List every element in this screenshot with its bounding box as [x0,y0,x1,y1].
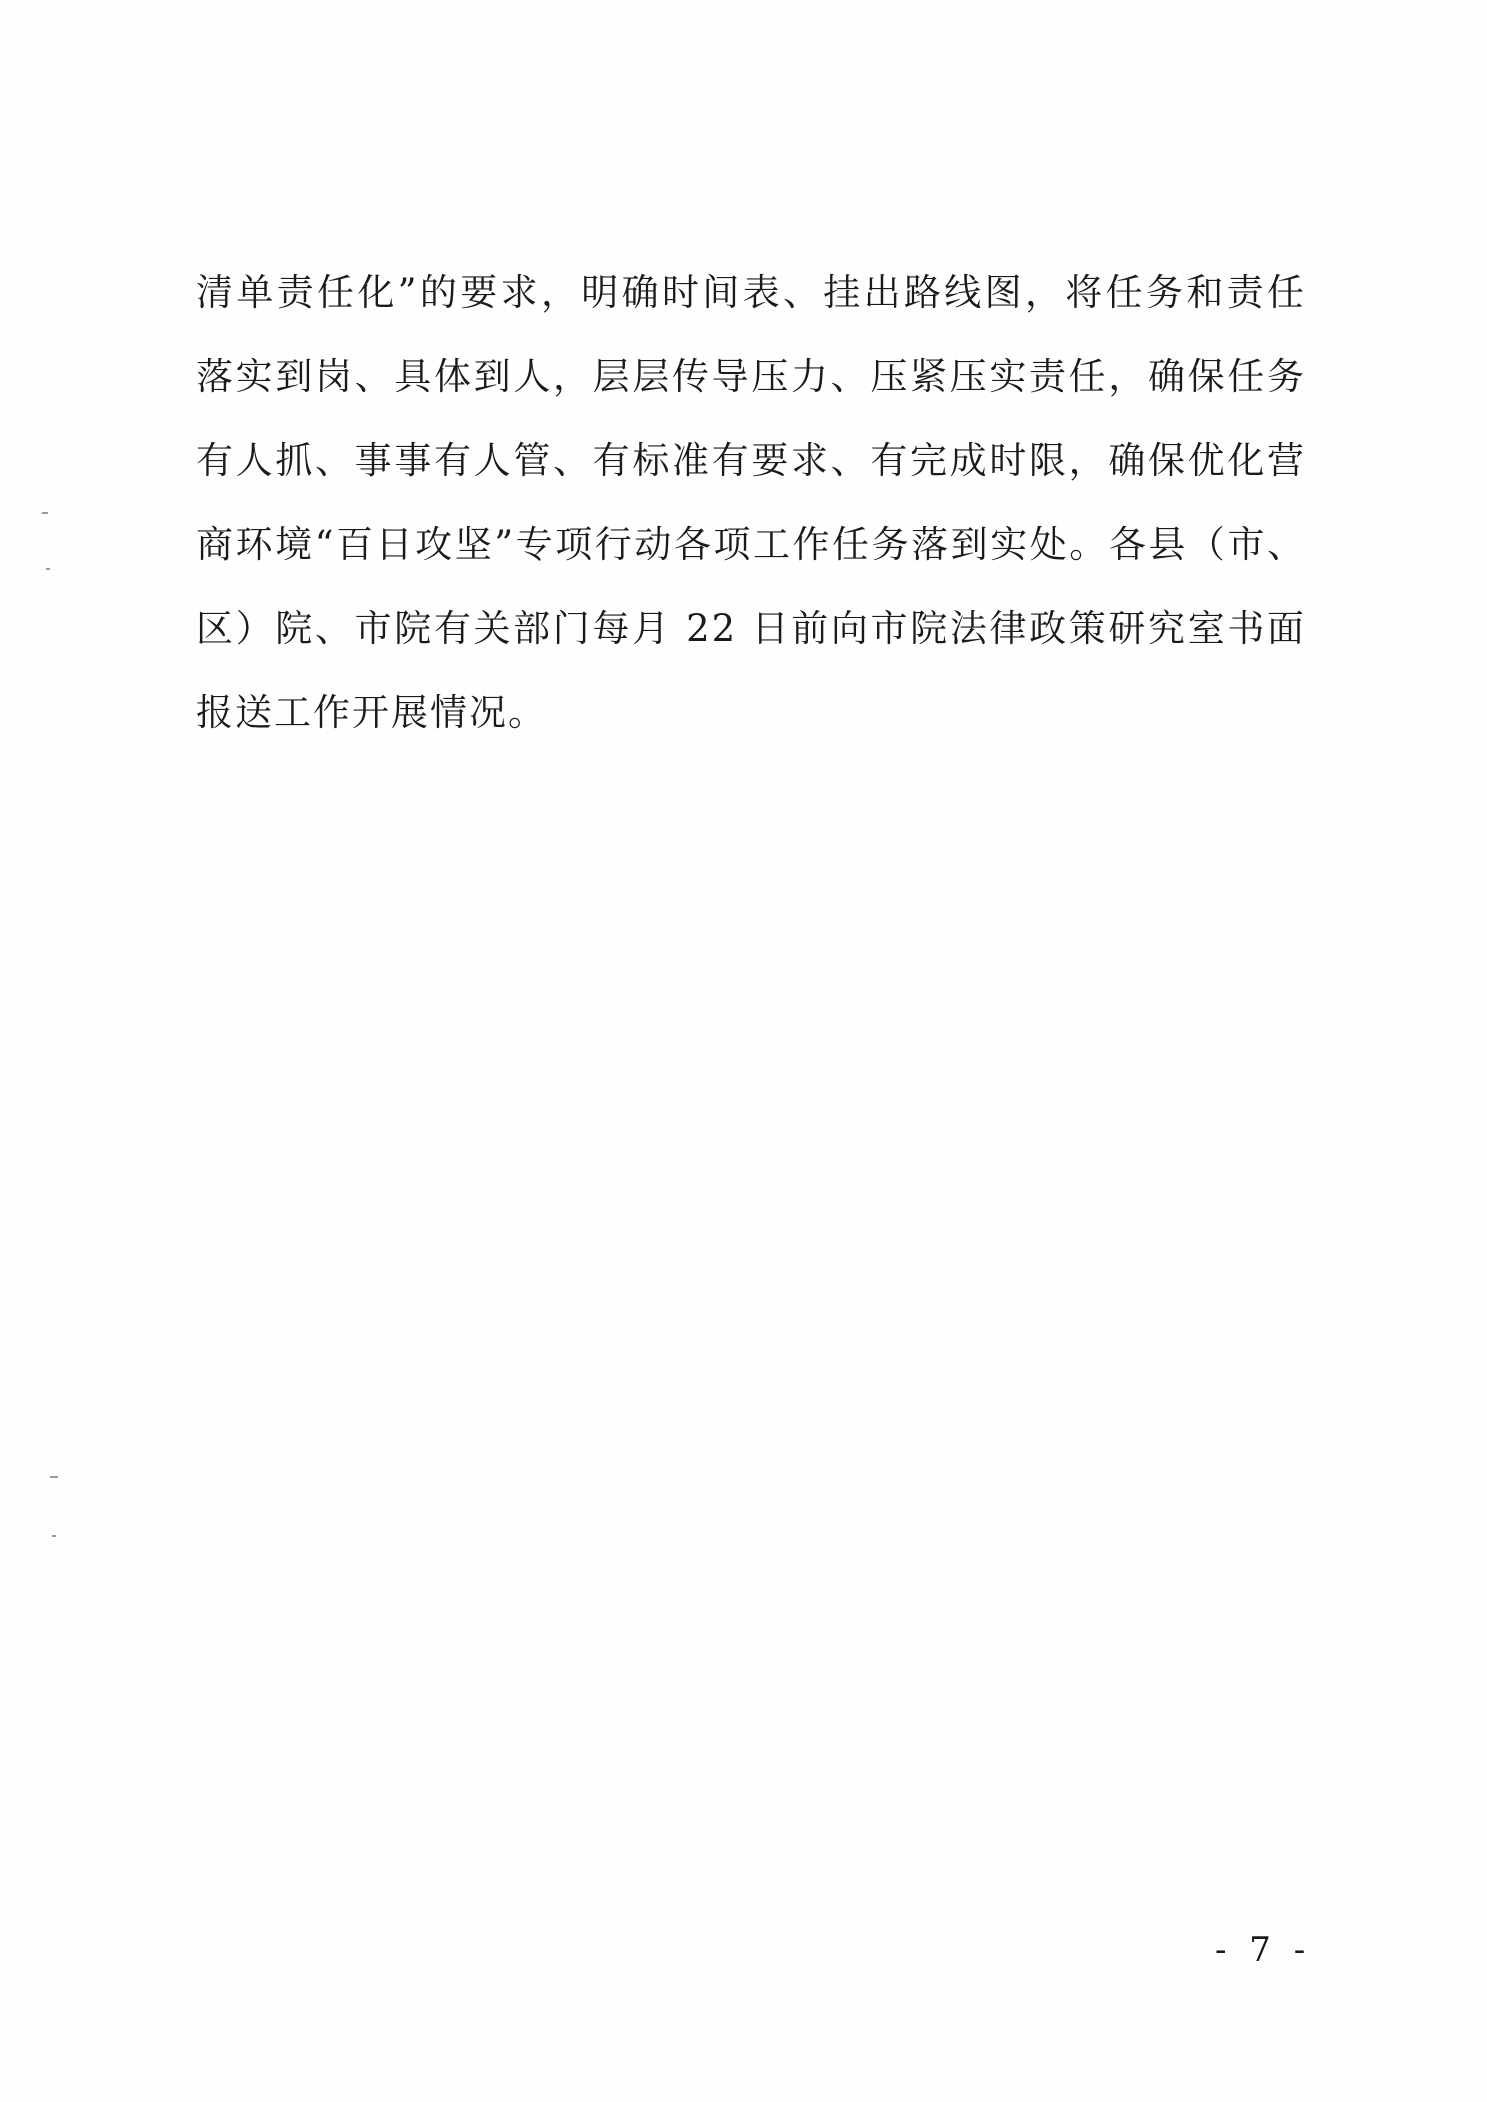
paragraph-line: 商环境“百日攻坚”专项行动各项工作任务落到实处。各县（市、 [196,523,1306,566]
scan-artifact [50,1476,58,1478]
body-paragraph [196,268,1306,772]
scan-artifact [42,512,48,514]
paragraph-line: 报送工作开展情况。 [196,691,547,734]
paragraph-line: 落实到岗、具体到人，层层传导压力、压紧压实责任，确保任务 [196,355,1306,398]
paragraph-line: 清单责任化”的要求，明确时间表、挂出路线图，将任务和责任 [196,271,1306,314]
scan-artifact [52,1535,56,1537]
page-number: - 7 - [1215,1930,1312,1970]
scan-artifact [46,568,50,570]
paragraph-line: 有人抓、事事有人管、有标准有要求、有完成时限，确保优化营 [196,439,1306,482]
paragraph-line: 区）院、市院有关部门每月 22 日前向市院法律政策研究室书面 [196,607,1306,650]
